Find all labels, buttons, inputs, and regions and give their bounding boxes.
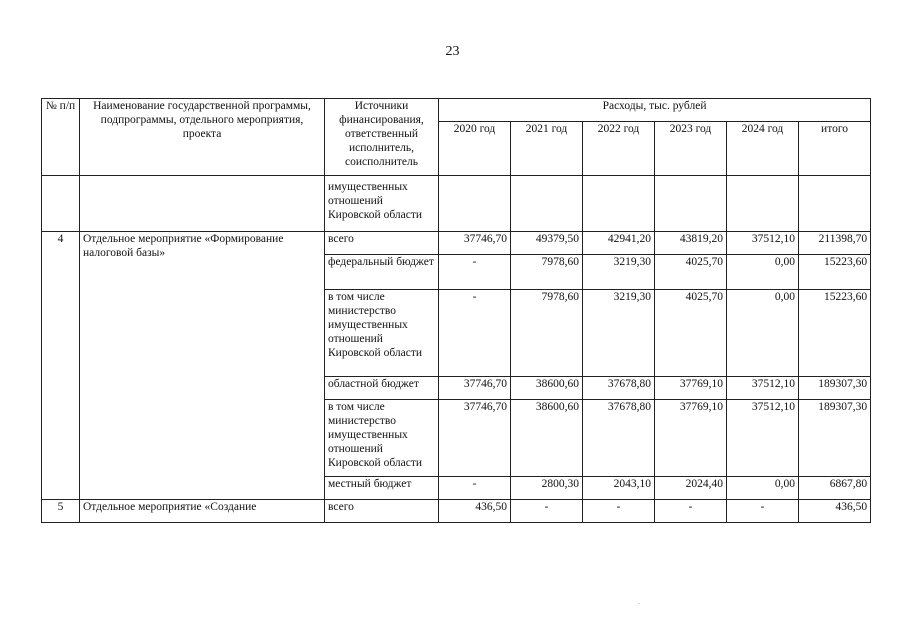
table-row (42, 500, 871, 523)
scan-mark: . (638, 597, 640, 606)
table-row (42, 176, 871, 232)
cell-value: 4025,70 (655, 290, 727, 377)
cell-value: 37746,70 (439, 377, 511, 400)
cell-value: 3219,30 (583, 255, 655, 290)
cell-index: 4 (42, 232, 80, 500)
header-year-2022: 2022 год (583, 122, 655, 176)
cell-value: 43819,20 (655, 232, 727, 255)
cell-value: 42941,20 (583, 232, 655, 255)
cell-value: 0,00 (727, 290, 799, 377)
cell-value: 0,00 (727, 255, 799, 290)
cell-value: 2043,10 (583, 477, 655, 500)
cell-index: 5 (42, 500, 80, 523)
cell-value (799, 176, 871, 232)
cell-value: 211398,70 (799, 232, 871, 255)
cell-source: всего (325, 500, 439, 523)
cell-value: - (583, 500, 655, 523)
cell-name (80, 176, 325, 232)
cell-value (655, 176, 727, 232)
cell-value: 2800,30 (511, 477, 583, 500)
cell-value: - (439, 255, 511, 290)
cell-value: 3219,30 (583, 290, 655, 377)
cell-value: 37678,80 (583, 400, 655, 477)
header-source: Источники финансирования, ответственный исполнитель, соисполнитель (325, 99, 439, 176)
cell-value: 37512,10 (727, 232, 799, 255)
cell-source: в том числе министерство имущественных отношений Кировской области (325, 290, 439, 377)
cell-source: федеральный бюджет (325, 255, 439, 290)
cell-value (583, 176, 655, 232)
cell-value: 436,50 (799, 500, 871, 523)
page-number: 23 (445, 44, 460, 59)
header-row (42, 99, 871, 122)
cell-value: 0,00 (727, 477, 799, 500)
cell-value: 49379,50 (511, 232, 583, 255)
cell-value: 37769,10 (655, 400, 727, 477)
cell-value: 6867,80 (799, 477, 871, 500)
cell-value (511, 176, 583, 232)
cell-value: 37512,10 (727, 400, 799, 477)
cell-source: местный бюджет (325, 477, 439, 500)
cell-source: в том числе министерство имущественных отношений Кировской области (325, 400, 439, 477)
cell-source: областной бюджет (325, 377, 439, 400)
cell-value: - (439, 477, 511, 500)
cell-value: 7978,60 (511, 255, 583, 290)
cell-value: - (727, 500, 799, 523)
cell-value: 4025,70 (655, 255, 727, 290)
cell-value: 436,50 (439, 500, 511, 523)
cell-value: 189307,30 (799, 400, 871, 477)
header-expenses: Расходы, тыс. рублей (439, 99, 871, 122)
cell-value: 7978,60 (511, 290, 583, 377)
header-year-2021: 2021 год (511, 122, 583, 176)
cell-value: 15223,60 (799, 290, 871, 377)
cell-value: 189307,30 (799, 377, 871, 400)
cell-value: 38600,60 (511, 400, 583, 477)
cell-value: 37746,70 (439, 232, 511, 255)
header-name: Наименование государственной программы, подпрограммы, отдельного мероприятия, проекта (80, 99, 325, 176)
cell-value: 37746,70 (439, 400, 511, 477)
cell-value (727, 176, 799, 232)
cell-value: 37678,80 (583, 377, 655, 400)
cell-value: - (511, 500, 583, 523)
header-total: итого (799, 122, 871, 176)
cell-source: имущественных отношений Кировской области (325, 176, 439, 232)
cell-value: 15223,60 (799, 255, 871, 290)
table-row (42, 232, 871, 255)
cell-value: - (655, 500, 727, 523)
budget-table (41, 98, 871, 523)
cell-value (439, 176, 511, 232)
cell-name: Отдельное мероприятие «Формирование налоговой базы» (80, 232, 325, 500)
header-number: № п/п (42, 99, 80, 176)
cell-name: Отдельное мероприятие «Создание (80, 500, 325, 523)
cell-index (42, 176, 80, 232)
cell-value: 38600,60 (511, 377, 583, 400)
cell-value: - (439, 290, 511, 377)
cell-value: 37769,10 (655, 377, 727, 400)
cell-value: 37512,10 (727, 377, 799, 400)
cell-value: 2024,40 (655, 477, 727, 500)
header-year-2023: 2023 год (655, 122, 727, 176)
header-year-2020: 2020 год (439, 122, 511, 176)
cell-source: всего (325, 232, 439, 255)
header-year-2024: 2024 год (727, 122, 799, 176)
